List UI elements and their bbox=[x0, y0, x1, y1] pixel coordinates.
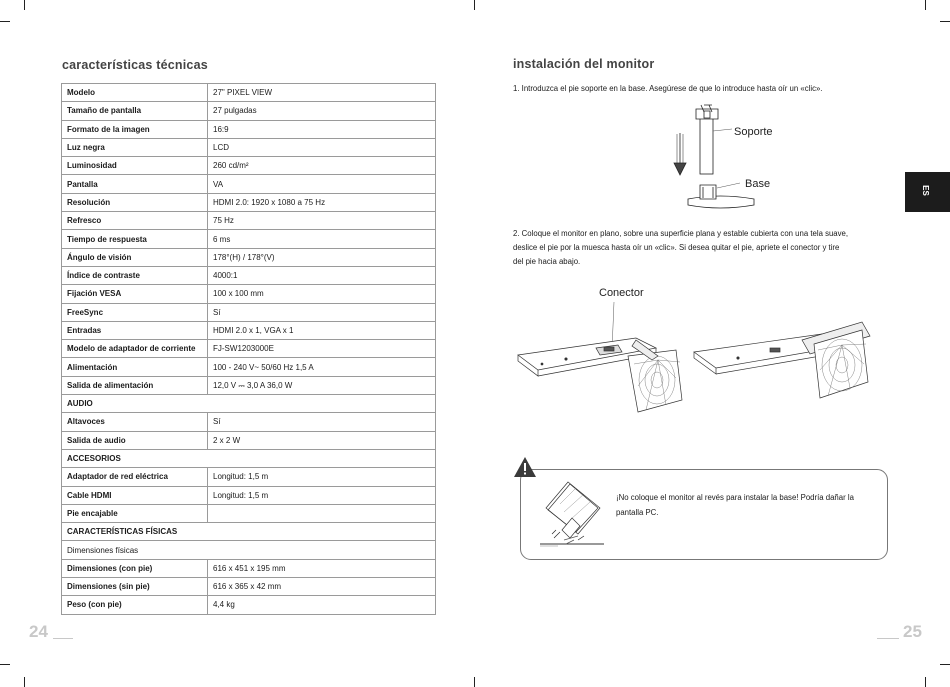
table-row bbox=[62, 523, 436, 541]
spec-value: Longitud: 1,5 m bbox=[208, 486, 436, 504]
spec-label: Formato de la imagen bbox=[62, 120, 208, 138]
spec-label: Pie encajable bbox=[62, 504, 208, 522]
table-row bbox=[62, 175, 436, 193]
label-soporte: Soporte bbox=[734, 126, 773, 138]
spec-value: 4,4 kg bbox=[208, 596, 436, 614]
table-row bbox=[62, 321, 436, 339]
spec-value: VA bbox=[208, 175, 436, 193]
upside-down-monitor-illustration bbox=[538, 478, 608, 550]
stand-base-illustration bbox=[660, 103, 800, 213]
crop-mark bbox=[925, 0, 926, 10]
table-row bbox=[62, 413, 436, 431]
label-conector: Conector bbox=[599, 287, 644, 299]
section-header: ACCESORIOS bbox=[62, 449, 436, 467]
page-number-rule bbox=[53, 638, 73, 639]
page-number: 25 bbox=[903, 622, 922, 641]
spec-label: Fijación VESA bbox=[62, 285, 208, 303]
crop-mark bbox=[940, 21, 950, 22]
spec-value: 100 - 240 V~ 50/60 Hz 1,5 A bbox=[208, 358, 436, 376]
spec-label: Entradas bbox=[62, 321, 208, 339]
table-row bbox=[62, 138, 436, 156]
spec-value: 616 x 451 x 195 mm bbox=[208, 559, 436, 577]
spec-label: Resolución bbox=[62, 193, 208, 211]
table-row bbox=[62, 541, 436, 559]
table-row bbox=[62, 193, 436, 211]
spec-value: HDMI 2.0 x 1, VGA x 1 bbox=[208, 321, 436, 339]
spec-label: Índice de contraste bbox=[62, 266, 208, 284]
crop-mark bbox=[474, 0, 475, 10]
table-row bbox=[62, 431, 436, 449]
warning-line-2: pantalla PC. bbox=[616, 508, 659, 517]
spec-value: 12,0 V ⎓ 3,0 A 36,0 W bbox=[208, 376, 436, 394]
spec-label: Dimensiones (con pie) bbox=[62, 559, 208, 577]
spec-label: Luz negra bbox=[62, 138, 208, 156]
table-row bbox=[62, 395, 436, 413]
table-row bbox=[62, 559, 436, 577]
spec-label: Dimensiones (sin pie) bbox=[62, 578, 208, 596]
spec-label: Refresco bbox=[62, 212, 208, 230]
crop-mark bbox=[0, 664, 10, 665]
spec-label: Peso (con pie) bbox=[62, 596, 208, 614]
spec-label: Altavoces bbox=[62, 413, 208, 431]
spec-value: FJ-SW1203000E bbox=[208, 340, 436, 358]
spec-value: 100 x 100 mm bbox=[208, 285, 436, 303]
table-row bbox=[62, 230, 436, 248]
spec-label: Modelo de adaptador de corriente bbox=[62, 340, 208, 358]
label-base: Base bbox=[745, 178, 771, 190]
step-1-text: 1. Introduzca el pie soporte en la base. Asegúrese de que lo introduce hasta oír un «clic». bbox=[513, 84, 823, 93]
spec-value: 178°(H) / 178°(V) bbox=[208, 248, 436, 266]
spec-value: 27" PIXEL VIEW bbox=[208, 84, 436, 102]
table-row bbox=[62, 84, 436, 102]
spec-label: Adaptador de red eléctrica bbox=[62, 468, 208, 486]
spec-value: Longitud: 1,5 m bbox=[208, 468, 436, 486]
section-header: CARACTERÍSTICAS FÍSICAS bbox=[62, 523, 436, 541]
spec-label: Luminosidad bbox=[62, 157, 208, 175]
monitor-stand-attach-illustration bbox=[516, 300, 696, 415]
spec-value: 2 x 2 W bbox=[208, 431, 436, 449]
spec-label: Modelo bbox=[62, 84, 208, 102]
language-tab bbox=[905, 172, 950, 212]
table-row bbox=[62, 449, 436, 467]
table-row bbox=[62, 212, 436, 230]
spec-value: Sí bbox=[208, 413, 436, 431]
crop-mark bbox=[940, 664, 950, 665]
spec-label: Ángulo de visión bbox=[62, 248, 208, 266]
warning-line-1: ¡No coloque el monitor al revés para instalar la base! Podría dañar la bbox=[616, 493, 854, 502]
table-row bbox=[62, 248, 436, 266]
spec-label: FreeSync bbox=[62, 303, 208, 321]
section-header: Dimensiones físicas bbox=[62, 541, 436, 559]
crop-mark bbox=[24, 0, 25, 10]
section-header: AUDIO bbox=[62, 395, 436, 413]
spec-value bbox=[208, 504, 436, 522]
spec-value: HDMI 2.0: 1920 x 1080 a 75 Hz bbox=[208, 193, 436, 211]
table-row bbox=[62, 266, 436, 284]
page-number: 24 bbox=[29, 622, 48, 641]
spec-value: 75 Hz bbox=[208, 212, 436, 230]
table-row bbox=[62, 303, 436, 321]
spec-value: Sí bbox=[208, 303, 436, 321]
specs-table bbox=[61, 83, 436, 615]
spec-value: 4000:1 bbox=[208, 266, 436, 284]
table-row bbox=[62, 157, 436, 175]
spec-value: 260 cd/m² bbox=[208, 157, 436, 175]
table-row bbox=[62, 376, 436, 394]
table-row bbox=[62, 358, 436, 376]
crop-mark bbox=[24, 677, 25, 687]
table-row bbox=[62, 596, 436, 614]
step-2-text-line-2: deslice el pie por la muesca hasta oír un «clic». Si desea quitar el pie, apriete el conector y tire bbox=[513, 243, 840, 252]
language-tab-label: ES bbox=[920, 185, 930, 196]
spec-label: Cable HDMI bbox=[62, 486, 208, 504]
spec-label: Salida de audio bbox=[62, 431, 208, 449]
page-number-rule bbox=[877, 638, 899, 639]
spec-value: 616 x 365 x 42 mm bbox=[208, 578, 436, 596]
spec-value: 6 ms bbox=[208, 230, 436, 248]
table-row bbox=[62, 504, 436, 522]
spec-value: LCD bbox=[208, 138, 436, 156]
table-row bbox=[62, 120, 436, 138]
monitor-stand-attached-illustration bbox=[692, 300, 892, 415]
step-2-text-line-3: del pie hacia abajo. bbox=[513, 257, 581, 266]
table-row bbox=[62, 486, 436, 504]
spec-label: Salida de alimentación bbox=[62, 376, 208, 394]
page-title: características técnicas bbox=[62, 58, 208, 72]
warning-text bbox=[616, 490, 882, 520]
table-row bbox=[62, 340, 436, 358]
step-2-text-line-1: 2. Coloque el monitor en plano, sobre una superficie plana y estable cubierta con una tela suave, bbox=[513, 229, 849, 238]
spec-value: 27 pulgadas bbox=[208, 102, 436, 120]
crop-mark bbox=[0, 21, 10, 22]
crop-mark bbox=[925, 677, 926, 687]
warning-icon bbox=[513, 456, 537, 478]
spec-label: Tiempo de respuesta bbox=[62, 230, 208, 248]
table-row bbox=[62, 285, 436, 303]
spec-label: Pantalla bbox=[62, 175, 208, 193]
table-row bbox=[62, 102, 436, 120]
spec-label: Tamaño de pantalla bbox=[62, 102, 208, 120]
spec-label: Alimentación bbox=[62, 358, 208, 376]
crop-mark bbox=[474, 677, 475, 687]
table-row bbox=[62, 578, 436, 596]
table-row bbox=[62, 468, 436, 486]
spec-value: 16:9 bbox=[208, 120, 436, 138]
page-title: instalación del monitor bbox=[513, 57, 655, 71]
